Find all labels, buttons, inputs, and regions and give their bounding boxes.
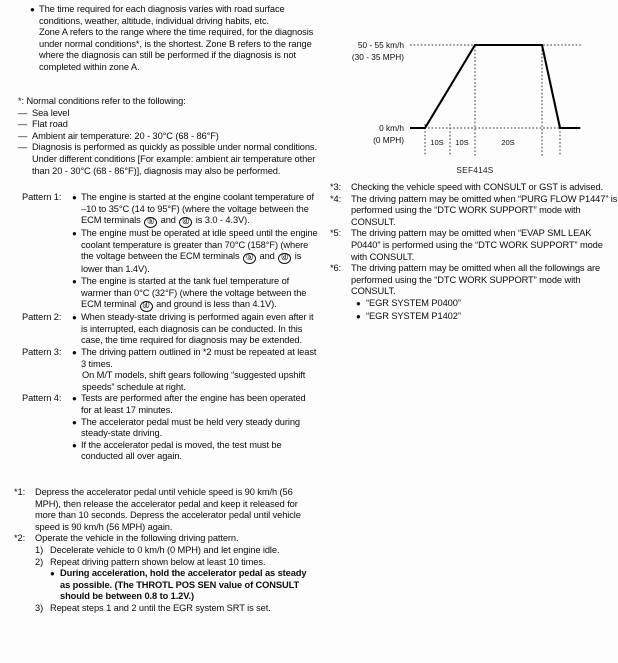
seg-text: and xyxy=(158,215,179,226)
lead-bullet-row xyxy=(30,4,315,27)
bullet-icon: ● xyxy=(72,276,77,286)
lead-block xyxy=(30,4,315,74)
bullet-icon: ● xyxy=(72,229,77,239)
footnote-step xyxy=(14,603,318,615)
condition-text: Diagnosis is performed as quickly as possible under normal conditions. xyxy=(32,142,317,153)
segment-label-3: 20S xyxy=(501,138,515,147)
ecm-terminal-circle: ⓑ xyxy=(144,217,157,228)
pattern-label: Pattern 1: xyxy=(22,192,62,202)
footnote-bold-bullet-text: During acceleration, hold the accelerator pedal as steady as possible. (The THROTL POS SEN value of CONSULT should be between 0.8 to 1.2V.) xyxy=(60,568,307,602)
pattern-row xyxy=(22,347,318,393)
speed-profile-line xyxy=(410,45,580,128)
seg-text: and xyxy=(257,251,278,262)
different-conditions-paragraph: Under different conditions [For example: ambient air temperature other than 20 - 30°C (68 - 86°F)], diagnosis may also be performed. xyxy=(32,153,316,176)
footnote-text: The driving pattern may be omitted when “EVAP SML LEAK P0440” is performed using the “DTC WORK SUPPORT” mode with CONSULT. xyxy=(351,228,603,262)
bullet-icon: ● xyxy=(72,193,77,202)
pattern-item-text: If the accelerator pedal is moved, the test must be conducted all over again. xyxy=(81,439,282,462)
seg-text: is 3.0 - 4.3V). xyxy=(193,215,250,226)
footnote-text: The driving pattern may be omitted when “PURG FLOW P1447” is performed using the “DTC WORK SUPPORT” mode with CONSULT. xyxy=(351,193,618,227)
driving-pattern-chart xyxy=(332,28,618,176)
footnote-text: The driving pattern may be omitted when all the followings are performed using the “DTC WORK SUPPORT” mode with CONSULT. xyxy=(351,263,601,297)
footnote-step xyxy=(14,557,318,569)
footnote-marker: *5: xyxy=(330,228,342,239)
pattern-label: Pattern 4: xyxy=(22,393,62,404)
egr-system-item xyxy=(330,311,618,324)
dash-icon: — xyxy=(18,119,28,130)
footnote-row xyxy=(330,182,618,194)
segment-label-2: 10S xyxy=(455,138,469,147)
pattern-items xyxy=(72,192,318,312)
left-footnotes xyxy=(14,487,318,615)
pattern-item xyxy=(72,440,318,463)
condition-text: Flat road xyxy=(32,119,68,130)
dash-icon: — xyxy=(18,142,28,153)
upper-speed-label-line1: 50 - 55 km/h xyxy=(357,40,404,50)
step-text: Repeat steps 1 and 2 until the EGR system SRT is set. xyxy=(50,602,271,613)
pattern-item xyxy=(72,228,318,276)
step-number: 1) xyxy=(35,544,44,555)
bullet-icon: ● xyxy=(50,569,55,579)
footnote-marker: *4: xyxy=(330,193,342,204)
footnote-marker: *2: xyxy=(14,533,26,544)
zero-speed-label-line1: 0 km/h xyxy=(379,123,404,133)
pattern-items xyxy=(72,347,318,393)
pattern-item xyxy=(72,192,318,228)
segment-label-1: 10S xyxy=(430,138,444,147)
pattern-item-text xyxy=(81,276,318,312)
lead-bullet-text: The time required for each diagnosis varies with road surface conditions, weather, altitude, individual driving habits, etc. xyxy=(39,4,285,26)
pattern-item-text xyxy=(81,228,318,276)
bullet-icon: ● xyxy=(30,5,35,14)
seg-text: is lower than 1.4V). xyxy=(81,251,302,275)
pattern-item xyxy=(72,312,318,347)
footnote-row xyxy=(14,487,318,533)
right-footnotes xyxy=(330,182,618,324)
ecm-terminal-circle: ⓓ xyxy=(140,301,153,312)
pattern-row xyxy=(22,312,318,347)
ecm-terminal-circle: ⓓ xyxy=(278,253,291,264)
pattern-item xyxy=(72,393,318,416)
bullet-icon: ● xyxy=(72,313,77,323)
pattern-item-text: The driving pattern outlined in *2 must be repeated at least 3 times. xyxy=(81,346,317,369)
bullet-icon: ● xyxy=(356,312,361,322)
step-number: 3) xyxy=(35,602,44,613)
pattern-row xyxy=(22,192,318,312)
bullet-icon: ● xyxy=(356,298,361,308)
speed-time-diagram xyxy=(332,28,618,164)
footnote-step xyxy=(14,545,318,557)
condition-item xyxy=(18,108,318,120)
zero-speed-label-line2: (0 MPH) xyxy=(373,135,404,145)
egr-system-item xyxy=(330,298,618,311)
pattern-label: Pattern 2: xyxy=(22,312,62,323)
normal-conditions-header: *: Normal conditions refer to the following: xyxy=(18,96,186,106)
bullet-icon: ● xyxy=(72,440,77,450)
egr-system-text: “EGR SYSTEM P0400” xyxy=(366,297,461,308)
footnote-marker: *3: xyxy=(330,182,342,192)
egr-system-text: “EGR SYSTEM P1402” xyxy=(366,311,461,322)
seg-text: The engine must be operated at idle speed until the engine coolant temperature is greater than 70°C (158°F) (where the voltage between the ECM terminals xyxy=(81,228,318,262)
zone-paragraph: Zone A refers to the range where the time required, for the diagnosis under normal conditions*, is the shortest. Zone B refers to the range where the diagnosis can still be performed if the diagnosis is not completed within zone A. xyxy=(39,27,314,72)
footnote-row xyxy=(330,263,618,298)
ecm-terminal-circle: ⓓ xyxy=(179,217,192,228)
pattern-item-text: The accelerator pedal must be held very steady during steady-state driving. xyxy=(81,416,300,439)
footnote-text: Checking the vehicle speed with CONSULT or GST is advised. xyxy=(351,182,604,192)
seg-text: The engine is started at the tank fuel temperature of warmer than 0°C (32°F) (where the voltage between the ECM terminal xyxy=(81,275,307,310)
footnote-text xyxy=(35,533,318,545)
bullet-icon: ● xyxy=(72,347,77,357)
footnote-marker: *1: xyxy=(14,487,26,497)
condition-item xyxy=(18,119,318,131)
condition-text: Sea level xyxy=(32,107,70,118)
pattern-item xyxy=(72,276,318,312)
pattern-items xyxy=(72,393,318,463)
footnote-bold-bullet xyxy=(14,568,318,603)
condition-text: Ambient air temperature: 20 - 30°C (68 - 86°F) xyxy=(32,130,219,141)
bullet-icon: ● xyxy=(72,417,77,427)
bullet-icon: ● xyxy=(72,394,77,404)
pattern-item-text xyxy=(81,192,318,228)
condition-item xyxy=(18,142,318,154)
pattern-label: Pattern 3: xyxy=(22,346,62,357)
figure-caption: SEF414S xyxy=(456,166,494,175)
step-text: Decelerate vehicle to 0 km/h (0 MPH) and let engine idle. xyxy=(50,544,280,555)
step-number: 2) xyxy=(35,556,44,567)
footnote-row xyxy=(330,194,618,229)
pattern-list xyxy=(22,192,318,463)
pattern-item-text: When steady-state driving is performed again even after it is interrupted, each diagnosis can be conducted. In this case, the time required for diagnosis may be extended. xyxy=(81,312,314,346)
seg-text: The engine is started at the engine coolant temperature of –10 to 35°C (14 to 95°F) (where the voltage between the ECM terminals xyxy=(81,192,314,226)
condition-item xyxy=(18,131,318,143)
pattern-item-text: Tests are performed after the engine has been operated for at least 17 minutes. xyxy=(81,393,306,415)
right-column xyxy=(328,0,618,663)
pattern-items xyxy=(72,312,318,347)
footnote-row xyxy=(330,228,618,263)
dash-icon: — xyxy=(18,107,28,118)
footnote-intro: Operate the vehicle in the following driving pattern. xyxy=(35,533,239,544)
pattern-row xyxy=(22,393,318,463)
footnote-row xyxy=(14,533,318,545)
pattern-item xyxy=(72,417,318,440)
normal-conditions-block xyxy=(18,96,318,177)
pattern-item xyxy=(72,347,318,370)
dash-icon: — xyxy=(18,130,28,141)
footnote-text: Depress the accelerator pedal until vehicle speed is 90 km/h (56 MPH), then release the accelerator pedal and keep it released for more than 10 seconds. Depress the accelerator pedal until vehicle speed is 90 km/h (56 MPH) again. xyxy=(35,487,301,532)
upper-speed-label-line2: (30 - 35 MPH) xyxy=(351,52,404,62)
ecm-terminal-circle: ⓑ xyxy=(243,253,256,264)
seg-text: and ground is less than 4.1V). xyxy=(153,299,277,310)
footnote-marker: *6: xyxy=(330,263,342,274)
step-text: Repeat driving pattern shown below at least 10 times. xyxy=(50,556,266,567)
pattern-sub-text: On M/T models, shift gears following “suggested upshift speeds” schedule at right. xyxy=(82,370,306,392)
